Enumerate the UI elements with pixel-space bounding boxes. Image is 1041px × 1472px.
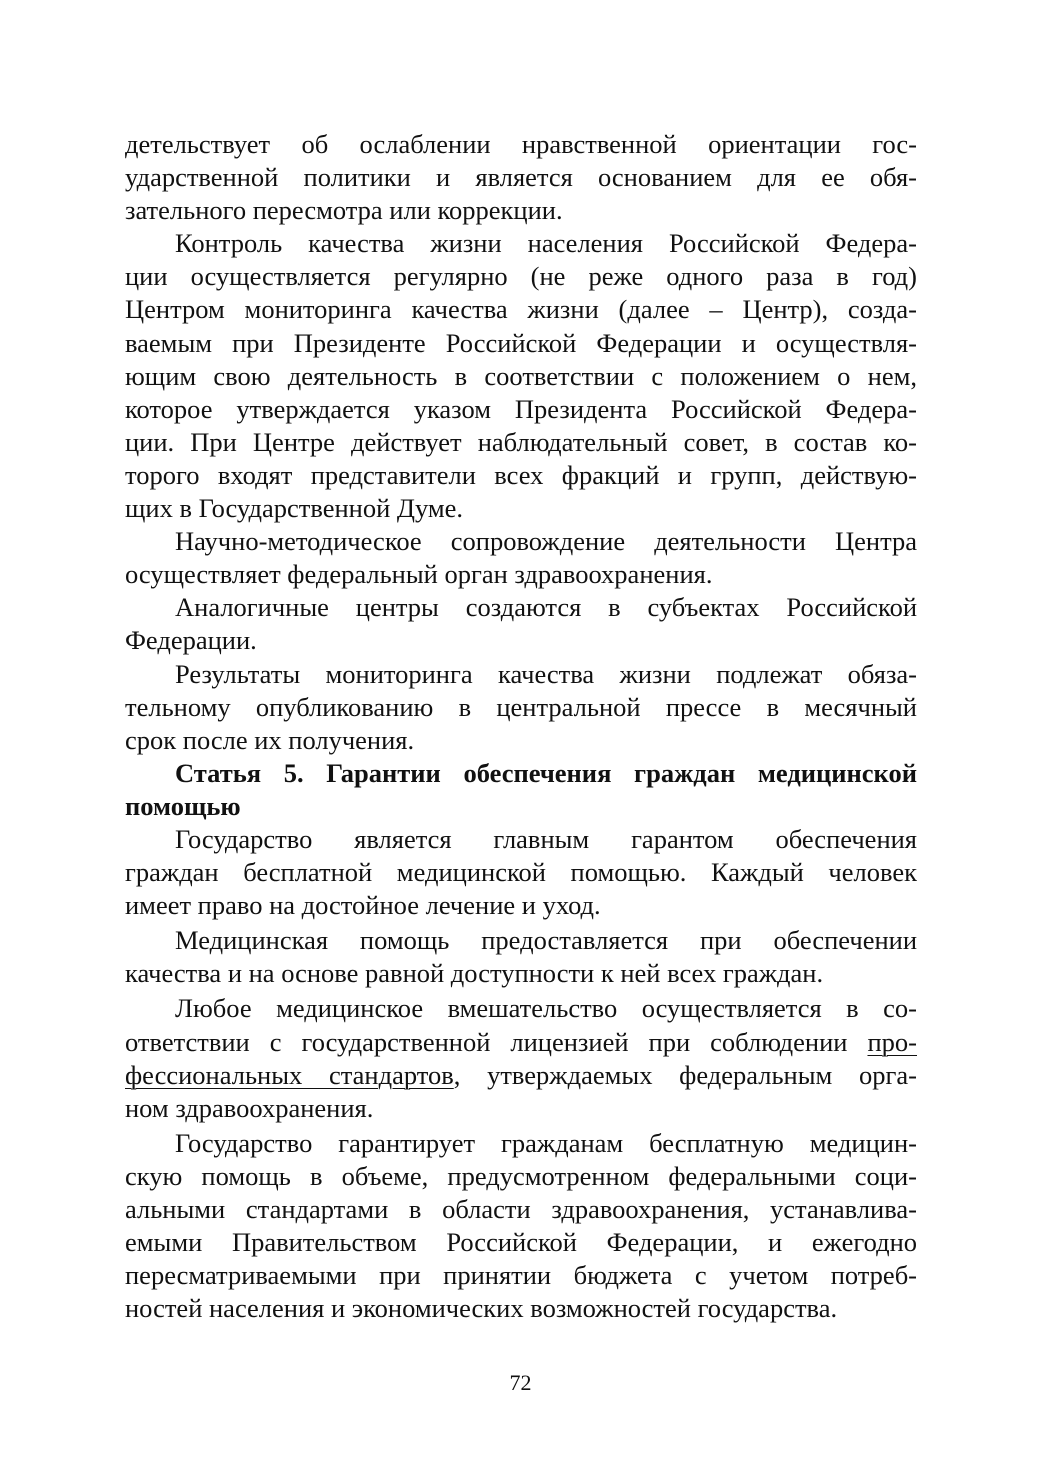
text-line: ваемым при Президенте Российской Федерации и осуществля- xyxy=(125,327,917,358)
text-line: торого входят представители всех фракций и групп, действую- xyxy=(125,459,917,490)
paragraph-3 xyxy=(125,525,917,591)
paragraph-9 xyxy=(125,1127,917,1326)
text-line: Государство является главным гарантом обеспечения xyxy=(175,823,917,854)
text-line: альными стандартами в области здравоохранения, устанавлива- xyxy=(125,1194,917,1224)
text-line: Медицинская помощь предоставляется при обеспечении xyxy=(175,925,917,956)
text-line: качества и на основе равной доступности к ней всех граждан. xyxy=(125,958,824,989)
text-line: пересматриваемыми при принятии бюджета с учетом потреб- xyxy=(125,1260,917,1291)
text-line: ударственной политики и является основанием для ее обя- xyxy=(125,162,917,193)
underlined-term: фессиональных стандартов xyxy=(125,1059,454,1090)
text-line: Аналогичные центры создаются в субъектах Российской xyxy=(175,592,917,623)
paragraph-1 xyxy=(125,128,917,227)
text-line: тельному опубликованию в центральной прессе в месячный xyxy=(125,691,917,722)
text-line xyxy=(125,1059,917,1092)
page-body xyxy=(125,128,917,1325)
text-line: Научно-методическое сопровождение деятельности Центра xyxy=(175,526,917,557)
text-line: граждан бесплатной медицинской помощью. Каждый человек xyxy=(125,857,917,888)
text-line xyxy=(125,1026,917,1059)
text-segment: ответствии с государственной лицензией при соблюдении xyxy=(125,1026,868,1057)
text-line: ностей населения и экономических возможностей государства. xyxy=(125,1293,838,1324)
text-line: щих в Государственной Думе. xyxy=(125,493,464,524)
text-line: Любое медицинское вмешательство осуществляется в со- xyxy=(175,993,917,1024)
text-line: имеет право на достойное лечение и уход. xyxy=(125,890,601,921)
text-line: Федерации. xyxy=(125,625,257,656)
text-line: ющим свою деятельность в соответствии с положением о нем, xyxy=(125,360,917,391)
paragraph-2 xyxy=(125,227,917,525)
text-line: ции. При Центре действует наблюдательный совет, в состав ко- xyxy=(125,426,917,457)
text-line: Результаты мониторинга качества жизни подлежат обяза- xyxy=(175,658,917,689)
text-line: Контроль качества жизни населения Российской Федера- xyxy=(175,228,917,259)
heading-line: помощью xyxy=(125,790,241,821)
text-line: ции осуществляется регулярно (не реже одного раза в год) xyxy=(125,261,917,292)
text-line: Центром мониторинга качества жизни (далее – Центр), созда- xyxy=(125,294,917,325)
page-number: 72 xyxy=(509,1370,532,1395)
heading-line: Статья 5. Гарантии обеспечения граждан медицинской xyxy=(175,757,917,788)
text-line: зательного пересмотра или коррекции. xyxy=(125,195,563,226)
paragraph-8 xyxy=(125,992,917,1124)
text-line: емыми Правительством Российской Федерации, и ежегодно xyxy=(125,1227,917,1258)
text-line: скую помощь в объеме, предусмотренном федеральными соци- xyxy=(125,1160,917,1191)
paragraph-7 xyxy=(125,924,917,990)
underlined-term: про- xyxy=(867,1026,917,1057)
paragraph-5 xyxy=(125,658,917,757)
paragraph-6 xyxy=(125,823,917,922)
article-heading xyxy=(125,757,917,823)
text-line: детельствует об ослаблении нравственной ориентации гос- xyxy=(125,129,917,159)
text-line: срок после их получения. xyxy=(125,724,415,755)
text-line: ном здравоохранения. xyxy=(125,1092,374,1123)
text-line: осуществляет федеральный орган здравоохранения. xyxy=(125,559,713,590)
paragraph-4 xyxy=(125,591,917,657)
text-line: которое утверждается указом Президента Российской Федера- xyxy=(125,393,917,424)
text-line: Государство гарантирует гражданам бесплатную медицин- xyxy=(175,1127,917,1158)
text-segment: , утверждаемых федеральным орга- xyxy=(453,1059,917,1090)
